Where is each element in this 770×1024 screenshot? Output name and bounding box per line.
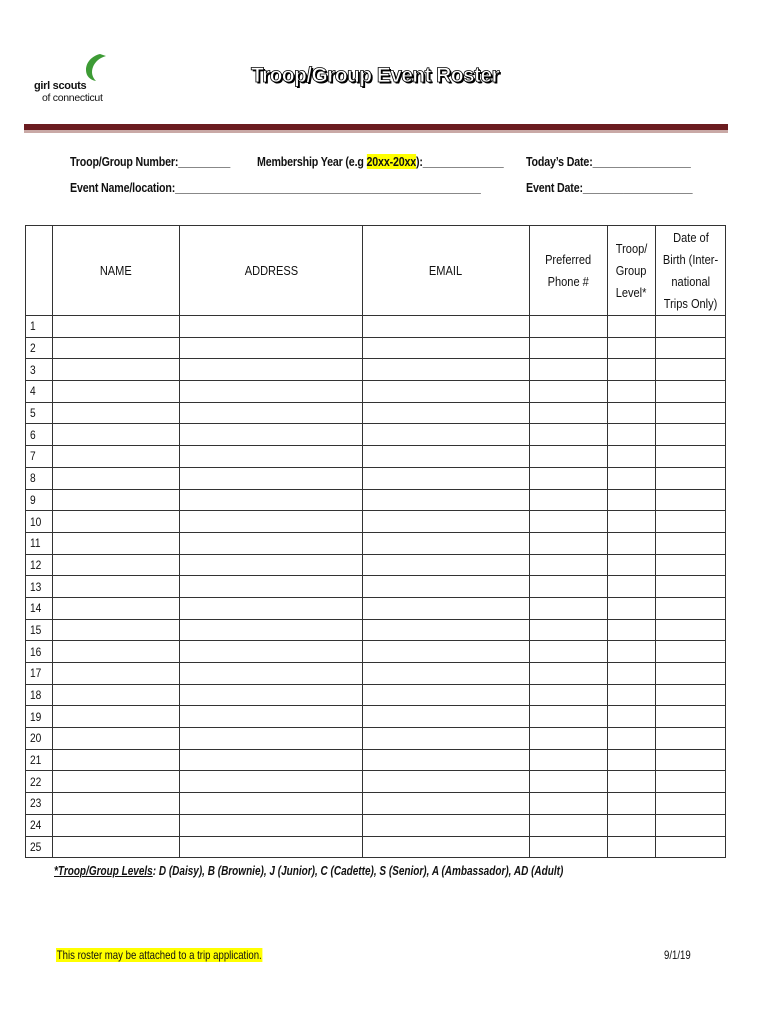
level-cell[interactable] — [608, 814, 656, 836]
email-cell[interactable] — [363, 793, 530, 815]
row-number: 7 — [26, 446, 53, 468]
phone-cell[interactable] — [530, 663, 608, 685]
table-row — [26, 749, 726, 771]
phone-cell[interactable] — [530, 597, 608, 619]
address-cell[interactable] — [180, 597, 363, 619]
footer-date: 9/1/19 — [664, 948, 691, 962]
row-number: 3 — [26, 359, 53, 381]
address-cell[interactable] — [180, 684, 363, 706]
dob-cell[interactable] — [656, 728, 726, 750]
membership-year-prefix: Membership Year (e.g — [257, 154, 367, 169]
name-cell[interactable] — [53, 749, 180, 771]
dob-cell[interactable] — [656, 663, 726, 685]
email-cell[interactable] — [363, 381, 530, 403]
dob-cell[interactable] — [656, 641, 726, 663]
membership-year-example: 20xx-20xx — [366, 154, 417, 169]
table-row — [26, 316, 726, 338]
table-row — [26, 771, 726, 793]
dob-cell[interactable] — [656, 489, 726, 511]
level-cell[interactable] — [608, 597, 656, 619]
levels-note — [54, 864, 563, 878]
dob-cell[interactable] — [656, 619, 726, 641]
phone-cell[interactable] — [530, 337, 608, 359]
todays-date-field[interactable]: Today’s Date:_________________ — [526, 154, 691, 169]
level-cell[interactable] — [608, 749, 656, 771]
email-cell[interactable] — [363, 684, 530, 706]
row-number: 18 — [26, 684, 53, 706]
table-row — [26, 793, 726, 815]
name-cell[interactable] — [53, 467, 180, 489]
address-cell[interactable] — [180, 337, 363, 359]
table-row — [26, 836, 726, 858]
address-cell[interactable] — [180, 532, 363, 554]
logo-text-line2: of connecticut — [42, 92, 103, 104]
level-cell[interactable] — [608, 684, 656, 706]
name-cell[interactable] — [53, 706, 180, 728]
address-cell[interactable] — [180, 511, 363, 533]
email-cell[interactable] — [363, 706, 530, 728]
dob-cell[interactable] — [656, 597, 726, 619]
address-cell[interactable] — [180, 793, 363, 815]
row-number: 2 — [26, 337, 53, 359]
name-cell[interactable] — [53, 511, 180, 533]
phone-cell[interactable] — [530, 316, 608, 338]
event-name-field[interactable]: Event Name/location:_____________________________________________________ — [70, 180, 481, 195]
email-cell[interactable] — [363, 489, 530, 511]
phone-cell[interactable] — [530, 576, 608, 598]
name-cell[interactable] — [53, 684, 180, 706]
level-cell[interactable] — [608, 836, 656, 858]
phone-cell[interactable] — [530, 511, 608, 533]
dob-cell[interactable] — [656, 749, 726, 771]
levels-note-label: *Troop/Group Levels — [54, 864, 153, 878]
name-cell[interactable] — [53, 619, 180, 641]
name-cell[interactable] — [53, 337, 180, 359]
roster-table — [25, 225, 726, 858]
table-row — [26, 467, 726, 489]
phone-cell[interactable] — [530, 619, 608, 641]
row-number: 12 — [26, 554, 53, 576]
dob-cell[interactable] — [656, 771, 726, 793]
name-cell[interactable] — [53, 576, 180, 598]
address-cell[interactable] — [180, 446, 363, 468]
table-row — [26, 554, 726, 576]
table-row — [26, 381, 726, 403]
address-cell[interactable] — [180, 489, 363, 511]
phone-cell[interactable] — [530, 641, 608, 663]
logo-text-line1: girl scouts — [34, 80, 87, 92]
address-cell[interactable] — [180, 554, 363, 576]
email-cell[interactable] — [363, 467, 530, 489]
row-number: 10 — [26, 511, 53, 533]
row-number: 15 — [26, 619, 53, 641]
phone-cell[interactable] — [530, 467, 608, 489]
table-row — [26, 728, 726, 750]
row-number: 25 — [26, 836, 53, 858]
name-cell[interactable] — [53, 814, 180, 836]
email-cell[interactable] — [363, 597, 530, 619]
address-cell[interactable] — [180, 619, 363, 641]
row-number: 14 — [26, 597, 53, 619]
row-number: 1 — [26, 316, 53, 338]
dob-cell[interactable] — [656, 532, 726, 554]
phone-cell[interactable] — [530, 424, 608, 446]
table-header-row — [26, 226, 726, 316]
header-dob: Date of Birth (Inter- national Trips Only) — [656, 226, 726, 316]
header-phone: Preferred Phone # — [530, 226, 608, 316]
email-cell[interactable] — [363, 663, 530, 685]
name-cell[interactable] — [53, 793, 180, 815]
name-cell[interactable] — [53, 489, 180, 511]
dob-cell[interactable] — [656, 576, 726, 598]
level-cell[interactable] — [608, 316, 656, 338]
trefoil-profile-icon — [78, 52, 108, 82]
phone-cell[interactable] — [530, 793, 608, 815]
table-row — [26, 619, 726, 641]
name-cell[interactable] — [53, 641, 180, 663]
table-row — [26, 576, 726, 598]
row-number: 24 — [26, 814, 53, 836]
level-cell[interactable] — [608, 446, 656, 468]
level-cell[interactable] — [608, 641, 656, 663]
row-number: 8 — [26, 467, 53, 489]
header-divider-shadow — [24, 130, 728, 133]
level-cell[interactable] — [608, 532, 656, 554]
level-cell[interactable] — [608, 793, 656, 815]
table-row — [26, 424, 726, 446]
email-cell[interactable] — [363, 446, 530, 468]
phone-cell[interactable] — [530, 489, 608, 511]
phone-cell[interactable] — [530, 728, 608, 750]
phone-cell[interactable] — [530, 554, 608, 576]
level-cell[interactable] — [608, 467, 656, 489]
level-cell[interactable] — [608, 728, 656, 750]
table-row — [26, 706, 726, 728]
address-cell[interactable] — [180, 316, 363, 338]
row-number: 21 — [26, 749, 53, 771]
email-cell[interactable] — [363, 337, 530, 359]
dob-cell[interactable] — [656, 316, 726, 338]
dob-cell[interactable] — [656, 793, 726, 815]
phone-cell[interactable] — [530, 359, 608, 381]
membership-year-field[interactable] — [257, 154, 504, 169]
phone-cell[interactable] — [530, 749, 608, 771]
dob-cell[interactable] — [656, 424, 726, 446]
dob-cell[interactable] — [656, 511, 726, 533]
email-cell[interactable] — [363, 836, 530, 858]
dob-cell[interactable] — [656, 814, 726, 836]
level-cell[interactable] — [608, 489, 656, 511]
level-cell[interactable] — [608, 424, 656, 446]
address-cell[interactable] — [180, 814, 363, 836]
header-address: ADDRESS — [180, 226, 363, 316]
name-cell[interactable] — [53, 446, 180, 468]
girl-scouts-logo — [34, 52, 114, 106]
address-cell[interactable] — [180, 663, 363, 685]
name-cell[interactable] — [53, 424, 180, 446]
level-cell[interactable] — [608, 619, 656, 641]
row-number: 17 — [26, 663, 53, 685]
footer-note: This roster may be attached to a trip application. — [56, 948, 262, 962]
address-cell[interactable] — [180, 749, 363, 771]
email-cell[interactable] — [363, 554, 530, 576]
row-number: 20 — [26, 728, 53, 750]
name-cell[interactable] — [53, 402, 180, 424]
dob-cell[interactable] — [656, 467, 726, 489]
event-date-field[interactable]: Event Date:___________________ — [526, 180, 693, 195]
level-cell[interactable] — [608, 554, 656, 576]
dob-cell[interactable] — [656, 359, 726, 381]
level-cell[interactable] — [608, 771, 656, 793]
email-cell[interactable] — [363, 771, 530, 793]
levels-note-text: : D (Daisy), B (Brownie), J (Junior), C (Cadette), S (Senior), A (Ambassador), AD (Adult) — [152, 864, 564, 878]
phone-cell[interactable] — [530, 706, 608, 728]
header-email: EMAIL — [363, 226, 530, 316]
table-row — [26, 532, 726, 554]
email-cell[interactable] — [363, 576, 530, 598]
address-cell[interactable] — [180, 359, 363, 381]
email-cell[interactable] — [363, 641, 530, 663]
email-cell[interactable] — [363, 402, 530, 424]
row-number: 19 — [26, 706, 53, 728]
name-cell[interactable] — [53, 316, 180, 338]
membership-year-suffix: ):______________ — [416, 154, 504, 169]
dob-cell[interactable] — [656, 554, 726, 576]
row-number: 23 — [26, 793, 53, 815]
table-row — [26, 402, 726, 424]
header-name: NAME — [53, 226, 180, 316]
table-row — [26, 446, 726, 468]
email-cell[interactable] — [363, 424, 530, 446]
name-cell[interactable] — [53, 771, 180, 793]
name-cell[interactable] — [53, 663, 180, 685]
address-cell[interactable] — [180, 467, 363, 489]
phone-cell[interactable] — [530, 814, 608, 836]
level-cell[interactable] — [608, 381, 656, 403]
email-cell[interactable] — [363, 359, 530, 381]
email-cell[interactable] — [363, 511, 530, 533]
name-cell[interactable] — [53, 597, 180, 619]
dob-cell[interactable] — [656, 402, 726, 424]
email-cell[interactable] — [363, 619, 530, 641]
row-number: 6 — [26, 424, 53, 446]
table-row — [26, 663, 726, 685]
phone-cell[interactable] — [530, 771, 608, 793]
row-number: 11 — [26, 532, 53, 554]
table-row — [26, 511, 726, 533]
level-cell[interactable] — [608, 706, 656, 728]
dob-cell[interactable] — [656, 836, 726, 858]
row-number: 22 — [26, 771, 53, 793]
phone-cell[interactable] — [530, 381, 608, 403]
name-cell[interactable] — [53, 359, 180, 381]
row-number: 5 — [26, 402, 53, 424]
table-row — [26, 597, 726, 619]
row-number: 16 — [26, 641, 53, 663]
phone-cell[interactable] — [530, 446, 608, 468]
table-row — [26, 489, 726, 511]
address-cell[interactable] — [180, 576, 363, 598]
address-cell[interactable] — [180, 424, 363, 446]
header-level: Troop/ Group Level* — [608, 226, 656, 316]
name-cell[interactable] — [53, 554, 180, 576]
address-cell[interactable] — [180, 706, 363, 728]
page-title: Troop/Group Event Roster — [250, 64, 500, 87]
phone-cell[interactable] — [530, 402, 608, 424]
table-row — [26, 359, 726, 381]
row-number: 13 — [26, 576, 53, 598]
name-cell[interactable] — [53, 728, 180, 750]
row-number: 9 — [26, 489, 53, 511]
address-cell[interactable] — [180, 402, 363, 424]
address-cell[interactable] — [180, 381, 363, 403]
name-cell[interactable] — [53, 532, 180, 554]
level-cell[interactable] — [608, 359, 656, 381]
dob-cell[interactable] — [656, 446, 726, 468]
level-cell[interactable] — [608, 576, 656, 598]
address-cell[interactable] — [180, 641, 363, 663]
address-cell[interactable] — [180, 728, 363, 750]
level-cell[interactable] — [608, 663, 656, 685]
email-cell[interactable] — [363, 749, 530, 771]
header-row-number — [26, 226, 53, 316]
address-cell[interactable] — [180, 836, 363, 858]
dob-cell[interactable] — [656, 684, 726, 706]
table-row — [26, 641, 726, 663]
address-cell[interactable] — [180, 771, 363, 793]
table-row — [26, 337, 726, 359]
email-cell[interactable] — [363, 316, 530, 338]
dob-cell[interactable] — [656, 706, 726, 728]
name-cell[interactable] — [53, 381, 180, 403]
phone-cell[interactable] — [530, 532, 608, 554]
dob-cell[interactable] — [656, 381, 726, 403]
troop-number-field[interactable]: Troop/Group Number:_________ — [70, 154, 231, 169]
email-cell[interactable] — [363, 532, 530, 554]
dob-cell[interactable] — [656, 337, 726, 359]
phone-cell[interactable] — [530, 836, 608, 858]
row-number: 4 — [26, 381, 53, 403]
level-cell[interactable] — [608, 511, 656, 533]
name-cell[interactable] — [53, 836, 180, 858]
email-cell[interactable] — [363, 728, 530, 750]
table-row — [26, 814, 726, 836]
level-cell[interactable] — [608, 402, 656, 424]
phone-cell[interactable] — [530, 684, 608, 706]
level-cell[interactable] — [608, 337, 656, 359]
table-row — [26, 684, 726, 706]
email-cell[interactable] — [363, 814, 530, 836]
